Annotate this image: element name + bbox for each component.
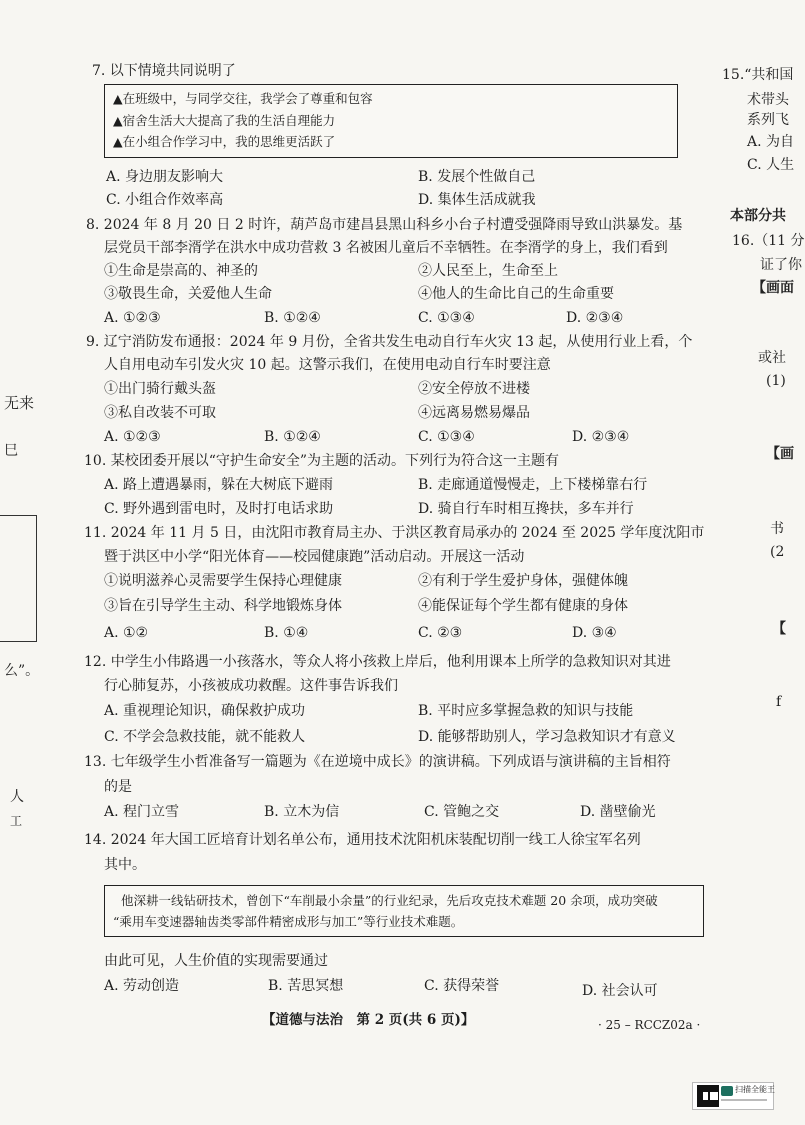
- right-fragment-16: f: [776, 694, 782, 710]
- q11-option-c: C. ②③: [418, 625, 463, 641]
- right-fragment-9: 【画面: [752, 280, 794, 296]
- q9-option-c: C. ①③④: [418, 429, 475, 445]
- page-footer: 【道德与法治 第 2 页(共 6 页)】: [262, 1012, 475, 1028]
- exam-code: · 25 – RCCZ02a ·: [598, 1018, 701, 1032]
- q9-option-b: B. ①②④: [264, 429, 321, 445]
- q14-material-line2: “乘用车变速器轴齿类零部件精密成形与加工”等行业技术难题。: [113, 914, 464, 929]
- q10-option-c: C. 野外遇到雷电时，及时打电话求助: [104, 501, 334, 517]
- q7-scenario-box: [104, 84, 678, 158]
- scanner-label: 扫描全能王: [735, 1085, 775, 1094]
- left-fragment-5: 工: [10, 814, 23, 828]
- q11-stem-line1: 11. 2024 年 11 月 5 日，由沈阳市教育局主办、于洪区教育局承办的 2024 至 2025 学年度沈阳市: [84, 525, 705, 541]
- q11-option-a: A. ①②: [104, 625, 149, 641]
- q8-option-b: B. ①②④: [264, 310, 321, 326]
- left-fragment-3: 么”。: [4, 663, 40, 679]
- q9-item-3: ③私自改装不可取: [104, 405, 216, 421]
- q8-option-c: C. ①③④: [418, 310, 475, 326]
- q8-item-1: ①生命是崇高的、神圣的: [104, 263, 258, 279]
- q9-stem-line1: 9. 辽宁消防发布通报：2024 年 9 月份，全省共发生电动自行车火灾 13 起，从使用行业上看，个: [86, 334, 693, 350]
- scanner-watermark: [692, 1082, 774, 1110]
- q14-material-line1: 他深耕一线钻研技术，曾创下“车削最小余量”的行业纪录，先后攻克技术难题 20 余项，成功突破: [121, 893, 658, 908]
- q14-option-b: B. 苦思冥想: [268, 978, 344, 994]
- scanner-logo-icon: [721, 1086, 733, 1096]
- q8-stem-line2: 层党员干部李湑学在洪水中成功营救 3 名被困儿童后不幸牺牲。在李湑学的身上，我们看到: [104, 240, 668, 256]
- q8-item-4: ④他人的生命比自己的生命重要: [418, 286, 614, 302]
- q10-option-b: B. 走廊通道慢慢走，上下楼梯靠右行: [418, 477, 648, 493]
- q11-option-d: D. ③④: [572, 625, 617, 641]
- q13-option-d: D. 凿壁偷光: [580, 804, 656, 820]
- q10-option-d: D. 骑自行车时相互搀扶，多车并行: [418, 501, 634, 517]
- q11-stem-line2: 暨于洪区中小学“阳光体育——校园健康跑”活动启动。开展这一活动: [104, 549, 525, 565]
- qr-code-icon: [697, 1085, 719, 1107]
- right-fragment-3: 系列飞: [747, 112, 789, 128]
- right-fragment-7: 16.（11 分: [732, 233, 805, 249]
- left-fragment-4: 人: [10, 789, 24, 805]
- right-fragment-12: 【画: [766, 446, 794, 462]
- q8-stem-line1: 8. 2024 年 8 月 20 日 2 时许，葫芦岛市建昌县黑山科乡小台子村遭受强降雨导致山洪暴发。基: [86, 217, 683, 233]
- q12-option-c: C. 不学会急救技能，就不能救人: [104, 729, 306, 745]
- q14-followup: 由此可见，人生价值的实现需要通过: [104, 953, 328, 969]
- q9-option-a: A. ①②③: [104, 429, 161, 445]
- q12-stem-line2: 行心肺复苏，小孩被成功救醒。这件事告诉我们: [104, 678, 398, 694]
- q8-option-d: D. ②③④: [566, 310, 624, 326]
- q8-option-a: A. ①②③: [104, 310, 161, 326]
- q11-item-1: ①说明滋养心灵需要学生保持心理健康: [104, 573, 342, 589]
- q14-option-c: C. 获得荣誉: [424, 978, 500, 994]
- q7-stem: 7. 以下情境共同说明了: [92, 63, 236, 79]
- right-fragment-4: A. 为自: [747, 134, 795, 150]
- q9-option-d: D. ②③④: [572, 429, 630, 445]
- right-fragment-15: 【: [772, 621, 786, 637]
- right-fragment-5: C. 人生: [747, 157, 795, 173]
- left-fragment-1: 无来: [4, 394, 35, 412]
- q9-item-4: ④远离易燃易爆品: [418, 405, 530, 421]
- q9-item-1: ①出门骑行戴头盔: [104, 381, 216, 397]
- q11-option-b: B. ①④: [264, 625, 309, 641]
- q7-scenario-1: ▲在班级中，与同学交往，我学会了尊重和包容: [113, 91, 373, 106]
- q13-option-c: C. 管鲍之交: [424, 804, 500, 820]
- q10-stem: 10. 某校团委开展以“守护生命安全”为主题的活动。下列行为符合这一主题有: [84, 453, 560, 469]
- q7-scenario-2: ▲宿舍生活大大提高了我的生活自理能力: [113, 113, 336, 128]
- left-fragment-2: 巳: [4, 443, 18, 459]
- right-fragment-11: (1): [766, 373, 786, 389]
- right-fragment-10: 或社: [758, 350, 786, 366]
- q9-stem-line2: 人自用电动车引发火灾 10 起。这警示我们，在使用电动自行车时要注意: [104, 357, 551, 373]
- q12-option-a: A. 重视理论知识，确保救护成功: [104, 703, 306, 719]
- q13-stem-line2: 的是: [104, 779, 132, 795]
- q14-stem-line1: 14. 2024 年大国工匠培育计划名单公布，通用技术沈阳机床装配切削一线工人徐宝军名列: [84, 832, 641, 848]
- left-answer-box: [0, 515, 37, 642]
- q11-item-3: ③旨在引导学生主动、科学地锻炼身体: [104, 598, 342, 614]
- scanner-caption-line: [721, 1099, 767, 1101]
- q14-option-a: A. 劳动创造: [104, 978, 180, 994]
- q13-stem-line1: 13. 七年级学生小哲准备写一篇题为《在逆境中成长》的演讲稿。下列成语与演讲稿的主旨相符: [84, 754, 671, 770]
- right-fragment-1: 15.“共和国: [722, 67, 794, 83]
- q9-item-2: ②安全停放不进楼: [418, 381, 530, 397]
- q12-stem-line1: 12. 中学生小伟路遇一小孩落水，等众人将小孩救上岸后，他利用课本上所学的急救知识对其进: [84, 654, 671, 670]
- q11-item-2: ②有利于学生爱护身体，强健体魄: [418, 573, 628, 589]
- q7-option-c: C. 小组合作效率高: [106, 192, 224, 208]
- q13-option-b: B. 立木为信: [264, 804, 340, 820]
- q14-option-d: D. 社会认可: [582, 983, 658, 999]
- right-fragment-6: 本部分共: [730, 208, 786, 224]
- q12-option-d: D. 能够帮助别人，学习急救知识才有意义: [418, 729, 676, 745]
- q14-stem-line2: 其中。: [104, 857, 146, 873]
- q7-option-d: D. 集体生活成就我: [418, 192, 536, 208]
- q8-item-2: ②人民至上，生命至上: [418, 263, 558, 279]
- q7-scenario-3: ▲在小组合作学习中，我的思维更活跃了: [113, 134, 336, 149]
- q11-item-4: ④能保证每个学生都有健康的身体: [418, 598, 628, 614]
- q14-material-box: [104, 885, 704, 937]
- right-fragment-8: 证了你: [760, 257, 802, 273]
- q8-item-3: ③敬畏生命，关爱他人生命: [104, 286, 272, 302]
- q10-option-a: A. 路上遭遇暴雨，躲在大树底下避雨: [104, 477, 334, 493]
- right-fragment-14: (2: [770, 544, 785, 560]
- q13-option-a: A. 程门立雪: [104, 804, 180, 820]
- q7-option-a: A. 身边朋友影响大: [106, 169, 224, 185]
- q7-option-b: B. 发展个性做自己: [418, 169, 536, 185]
- right-fragment-2: 术带头: [747, 92, 789, 108]
- right-fragment-13: 书: [770, 521, 784, 537]
- q12-option-b: B. 平时应多掌握急救的知识与技能: [418, 703, 634, 719]
